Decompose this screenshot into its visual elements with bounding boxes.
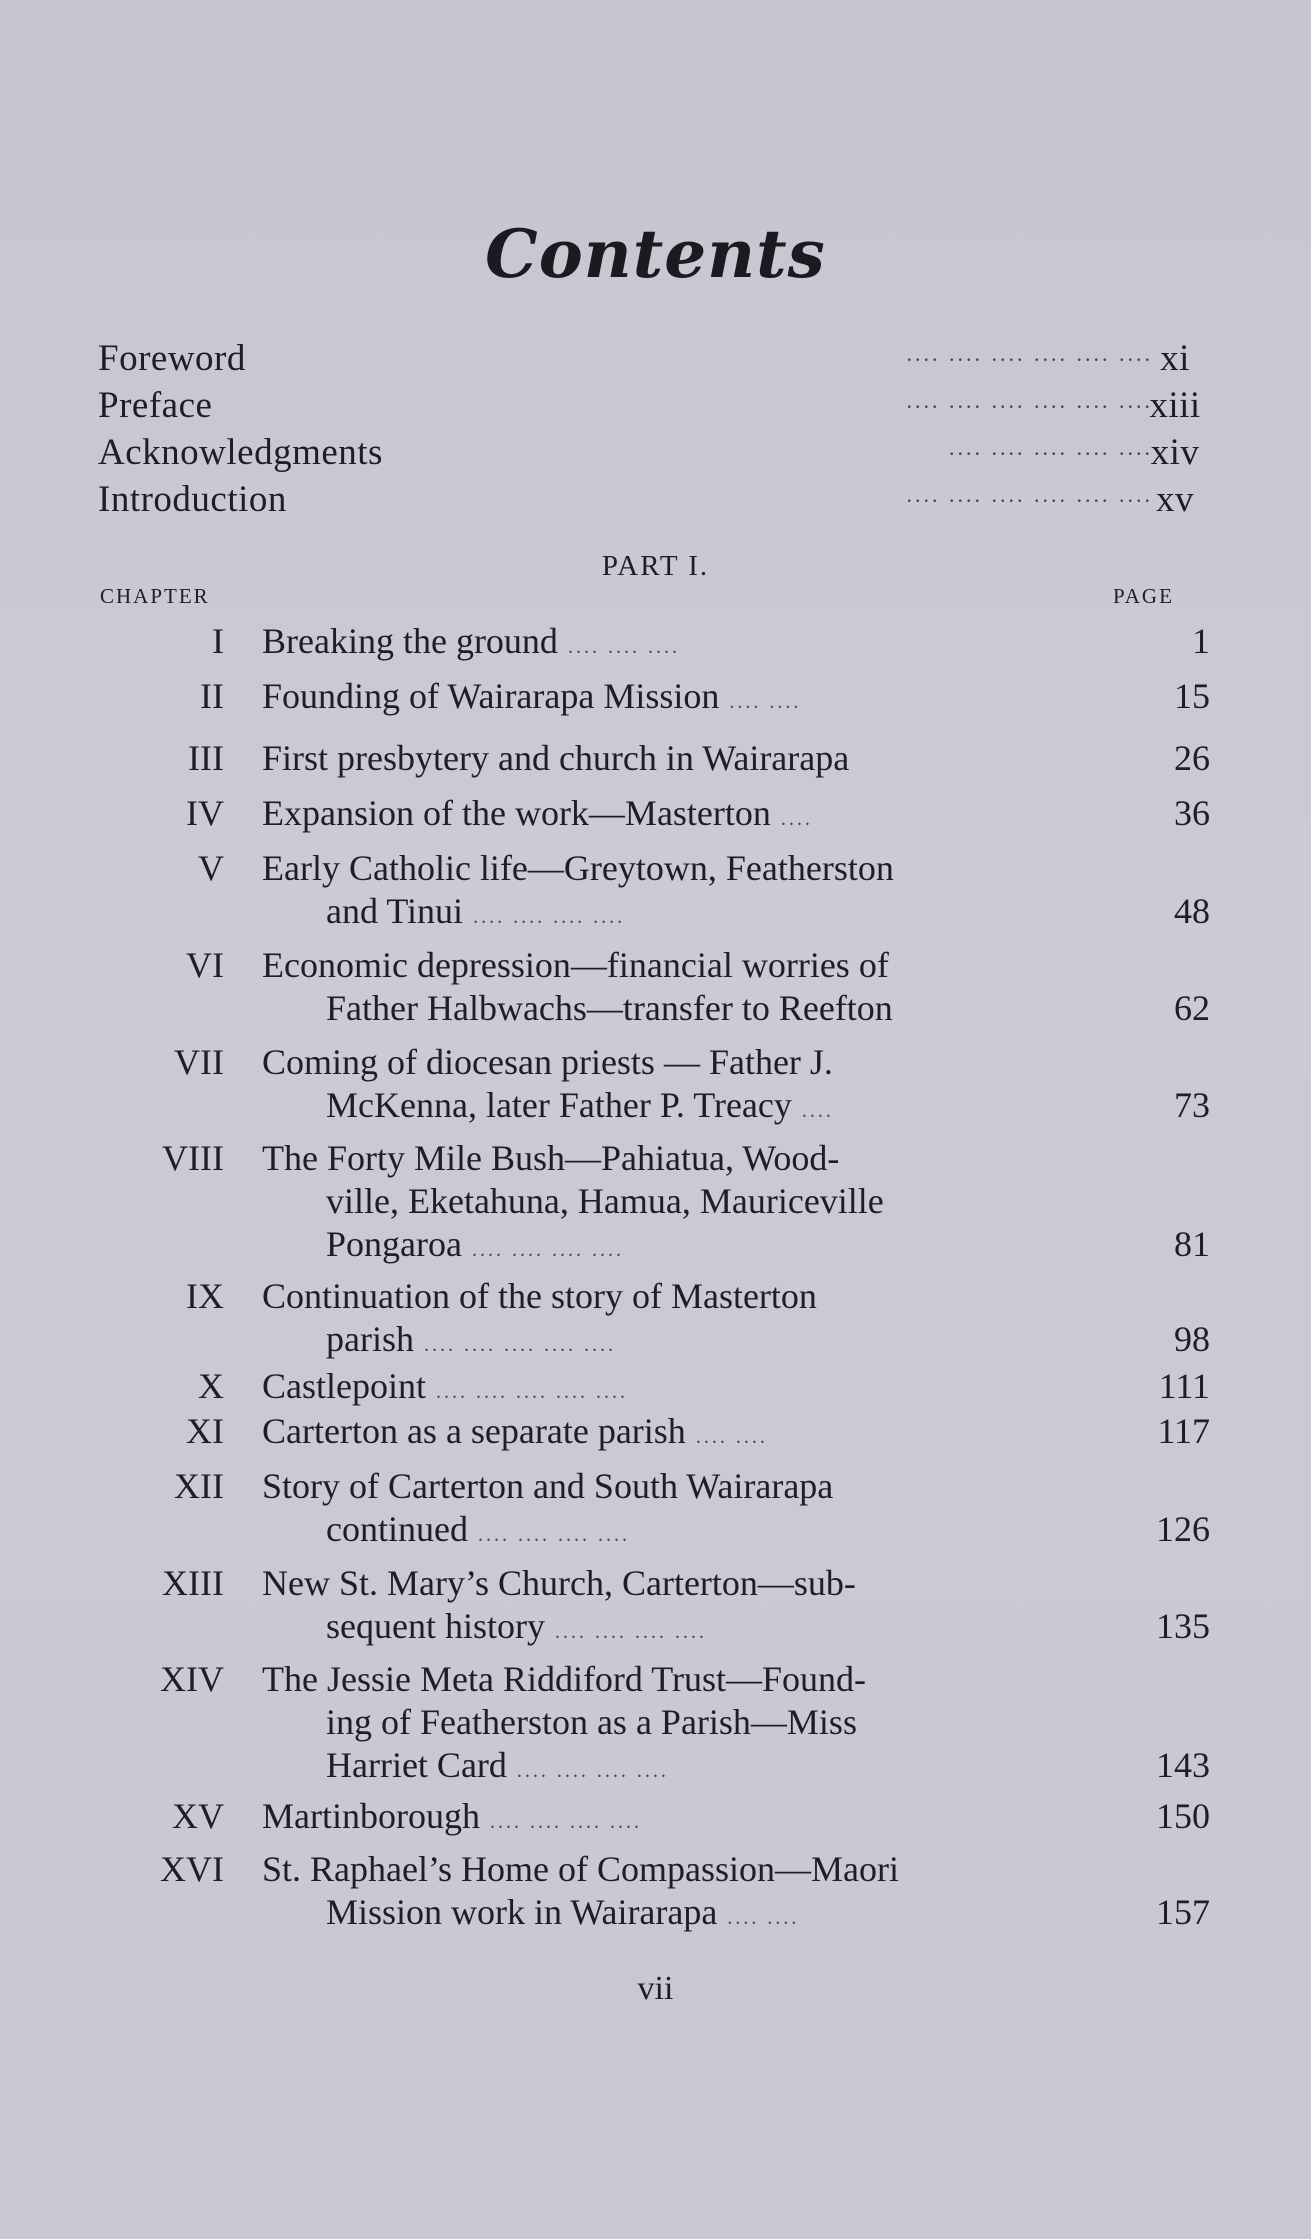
dot-leader: .... .... .... .... xyxy=(473,906,626,928)
chapter-number: III xyxy=(188,738,224,778)
chapter-title-line xyxy=(262,944,889,986)
chapter-number: VI xyxy=(186,945,224,985)
chapter-title-text: New St. Mary’s Church, Carterton—sub- xyxy=(262,1563,856,1603)
chapter-title-line xyxy=(326,1891,799,1939)
part-heading: PART I. xyxy=(601,550,710,582)
chapter-title-text: Father Halbwachs—transfer to Reefton xyxy=(326,988,893,1028)
dot-leader: .... xyxy=(801,1100,834,1122)
dot-leader: .... .... xyxy=(727,1907,800,1929)
dot-leader: .... .... .... .... xyxy=(477,1524,630,1546)
chapter-title-line xyxy=(262,675,801,723)
front-matter-label: Acknowledgments xyxy=(98,432,383,473)
chapter-page: 73 xyxy=(1174,1085,1210,1125)
chapter-title-text: Coming of diocesan priests — Father J. xyxy=(262,1042,833,1082)
front-matter-page: xiv xyxy=(1150,432,1200,473)
chapter-number: VIII xyxy=(162,1138,224,1178)
chapter-title-text: and Tinui xyxy=(326,891,464,931)
chapter-title-line xyxy=(262,737,849,779)
chapter-title-line xyxy=(262,1658,866,1700)
chapter-title-line xyxy=(262,1465,833,1507)
dot-leader: .... .... xyxy=(695,1426,768,1448)
chapter-title-line xyxy=(326,1508,630,1556)
dot-leader: .... .... .... .... .... xyxy=(949,435,1153,460)
chapter-title-line xyxy=(262,1795,642,1843)
dot-leader: .... .... .... .... xyxy=(516,1760,669,1782)
chapter-number: IV xyxy=(186,793,224,833)
dot-leader: .... .... .... .... xyxy=(554,1621,707,1643)
chapter-title-text: Founding of Wairarapa Mission xyxy=(262,676,720,716)
chapter-title-line xyxy=(326,987,893,1029)
front-matter-page: xv xyxy=(1156,479,1194,520)
chapter-title-line xyxy=(262,1137,839,1179)
chapter-title-line xyxy=(262,1275,817,1317)
chapter-title-text: Economic depression—financial worries of xyxy=(262,945,889,985)
chapter-title-line xyxy=(326,1701,857,1743)
chapter-title-text: Castlepoint xyxy=(262,1366,426,1406)
chapter-title-line xyxy=(262,1848,899,1890)
chapter-title-text: continued xyxy=(326,1509,468,1549)
dot-leader: .... .... .... .... xyxy=(489,1811,642,1833)
chapter-title-text: The Forty Mile Bush—Pahiatua, Wood- xyxy=(262,1138,840,1178)
chapter-number: XII xyxy=(174,1466,224,1506)
chapter-title-text: Mission work in Wairarapa xyxy=(326,1892,718,1932)
dot-leader: .... .... .... .... .... .... xyxy=(906,388,1153,413)
chapter-title-text: Story of Carterton and South Wairarapa xyxy=(262,1466,834,1506)
chapter-title-text: McKenna, later Father P. Treacy xyxy=(326,1085,792,1125)
chapter-title-text: Expansion of the work—Masterton xyxy=(262,793,771,833)
chapter-title-line xyxy=(326,1084,834,1132)
chapter-number: II xyxy=(200,676,224,716)
chapter-page: 15 xyxy=(1174,676,1210,716)
chapter-page: 48 xyxy=(1174,891,1210,931)
chapter-title-line xyxy=(326,890,625,938)
chapter-number: I xyxy=(212,621,224,661)
chapter-column-header: CHAPTER xyxy=(100,584,210,608)
chapter-number: XI xyxy=(186,1411,224,1451)
chapter-page: 143 xyxy=(1156,1745,1210,1785)
front-matter-label: Preface xyxy=(98,385,213,426)
chapter-page: 62 xyxy=(1174,988,1210,1028)
chapter-number: IX xyxy=(186,1276,224,1316)
chapter-title-line xyxy=(262,1562,856,1604)
chapter-title-line xyxy=(262,1365,628,1413)
chapter-title-line xyxy=(262,1410,768,1458)
chapter-page: 36 xyxy=(1174,793,1210,833)
chapter-title-line xyxy=(262,620,680,668)
chapter-page: 1 xyxy=(1192,621,1210,661)
chapter-title-text: The Jessie Meta Riddiford Trust—Found- xyxy=(262,1659,867,1699)
chapter-title-text: Early Catholic life—Greytown, Featherston xyxy=(262,848,894,888)
chapter-page: 26 xyxy=(1174,738,1210,778)
chapter-title-text: Martinborough xyxy=(262,1796,480,1836)
chapter-page: 150 xyxy=(1156,1796,1210,1836)
chapter-title-text: sequent history xyxy=(326,1606,545,1646)
dot-leader: .... .... .... .... xyxy=(471,1239,624,1261)
chapter-title-line xyxy=(326,1223,624,1271)
front-matter-label: Introduction xyxy=(98,479,287,520)
chapter-title-line xyxy=(262,792,813,840)
chapter-title-text: parish xyxy=(326,1319,414,1359)
chapter-title-line xyxy=(326,1605,707,1653)
chapter-title-text: First presbytery and church in Wairarapa xyxy=(262,738,850,778)
dot-leader: .... xyxy=(780,808,813,830)
dot-leader: .... .... xyxy=(729,691,802,713)
chapter-title-text: St. Raphael’s Home of Compassion—Maori xyxy=(262,1849,899,1889)
chapter-title-text: Pongaroa xyxy=(326,1224,462,1264)
dot-leader: .... .... .... .... .... .... xyxy=(906,341,1153,366)
chapter-page: 111 xyxy=(1158,1366,1210,1406)
chapter-title-text: ville, Eketahuna, Hamua, Mauriceville xyxy=(326,1181,884,1221)
chapter-number: V xyxy=(198,848,224,888)
chapter-number: XVI xyxy=(160,1849,224,1889)
chapter-title-line xyxy=(326,1318,616,1366)
chapter-page: 157 xyxy=(1156,1892,1210,1932)
front-matter-page: xi xyxy=(1160,338,1190,379)
page-number: vii xyxy=(637,1970,674,2007)
chapter-number: VII xyxy=(174,1042,224,1082)
chapter-number: XIV xyxy=(160,1659,224,1699)
page-title: Contents xyxy=(485,215,826,293)
chapter-title-line xyxy=(262,847,894,889)
chapter-page: 126 xyxy=(1156,1509,1210,1549)
chapter-title-text: ing of Featherston as a Parish—Miss xyxy=(326,1702,857,1742)
chapter-page: 117 xyxy=(1157,1411,1210,1451)
front-matter-page: xiii xyxy=(1149,385,1201,426)
chapter-title-text: Carterton as a separate parish xyxy=(262,1411,686,1451)
chapter-number: X xyxy=(198,1366,224,1406)
chapter-title-text: Harriet Card xyxy=(326,1745,507,1785)
dot-leader: .... .... .... .... .... xyxy=(423,1334,616,1356)
chapter-page: 81 xyxy=(1174,1224,1210,1264)
chapter-title-text: Continuation of the story of Masterton xyxy=(262,1276,817,1316)
page-column-header: PAGE xyxy=(1113,584,1174,608)
chapter-title-line xyxy=(326,1744,669,1792)
dot-leader: .... .... .... xyxy=(567,636,680,658)
chapter-page: 135 xyxy=(1156,1606,1210,1646)
chapter-number: XV xyxy=(172,1796,224,1836)
chapter-title-line xyxy=(262,1041,833,1083)
dot-leader: .... .... .... .... .... .... xyxy=(906,482,1153,507)
chapter-title-text: Breaking the ground xyxy=(262,621,558,661)
dot-leader: .... .... .... .... .... xyxy=(436,1381,628,1403)
front-matter-label: Foreword xyxy=(98,338,246,379)
chapter-number: XIII xyxy=(162,1563,224,1603)
chapter-page: 98 xyxy=(1174,1319,1210,1359)
chapter-title-line xyxy=(326,1180,884,1222)
